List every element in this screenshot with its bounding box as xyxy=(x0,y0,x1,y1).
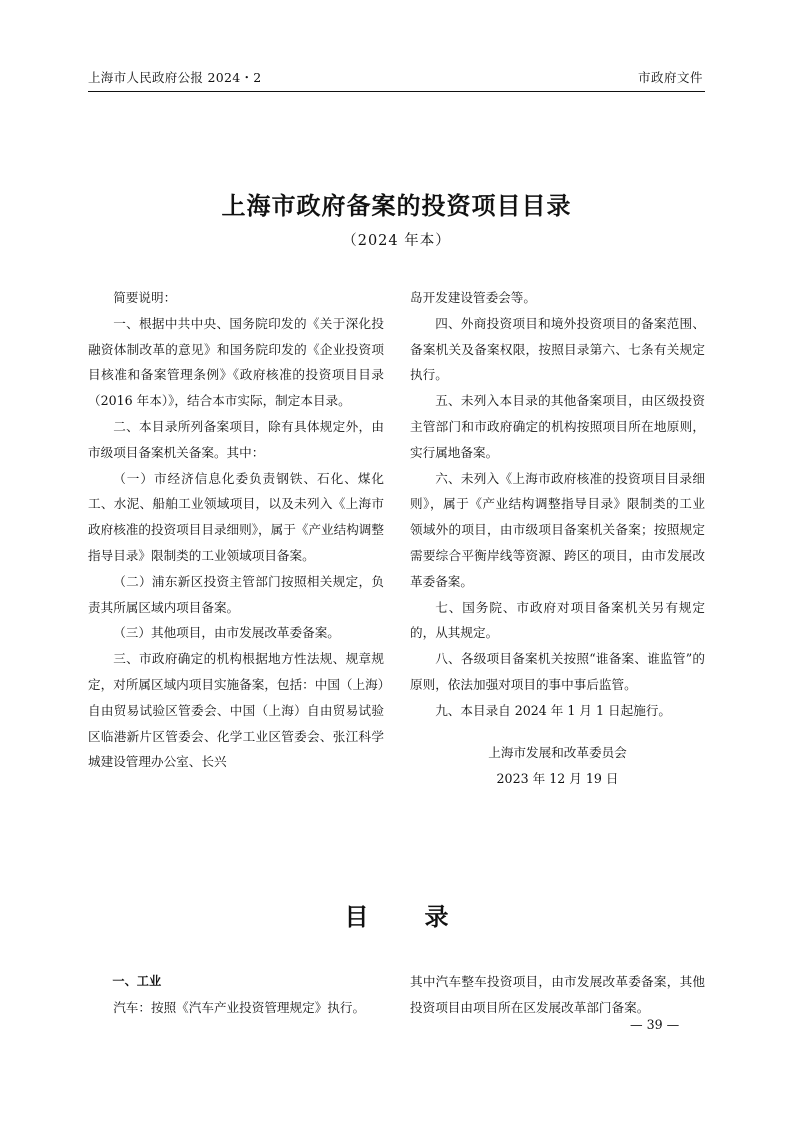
paragraph-2: 二、本目录所列备案项目，除有具体规定外，由市级项目备案机关备案。其中： xyxy=(88,418,384,460)
paragraph-intro: 简要说明： xyxy=(113,290,177,305)
toc-left-column xyxy=(88,969,384,1021)
document-title: 上海市政府备案的投资项目目录 xyxy=(221,191,572,220)
toc-title: 目录 xyxy=(344,902,505,931)
paragraph-1: 一、根据中共中央、国务院印发的《关于深化投融资体制改革的意见》和国务院印发的《企业投资项目核准和备案管理条例》《政府核准的投资项目目录（2016 年本）》，结合本市实际，制定本目录。 xyxy=(88,315,384,409)
paragraph-2-1: （一）市经济信息化委负责钢铁、石化、煤化工、水泥、船舶工业领域项目，以及未列入《上海市政府核准的投资项目目录细则》，属于《产业结构调整指导目录》限制类的工业领域项目备案。 xyxy=(88,470,384,563)
paragraph-7: 七、国务院、市政府对项目备案机关另有规定的，从其规定。 xyxy=(410,599,705,641)
paragraph-4: 四、外商投资项目和境外投资项目的备案范围、备案机关及备案权限，按照目录第六、七条有关规定执行。 xyxy=(410,315,705,383)
paragraph-2-2: （二）浦东新区投资主管部门按照相关规定，负责其所属区域内项目备案。 xyxy=(88,573,384,615)
header-section: 市政府文件 xyxy=(637,70,703,85)
toc-automobile-entry-continued: 其中汽车整车投资项目，由市发展改革委备案，其他投资项目由项目所在区发展改革部门备案。 xyxy=(410,974,705,1015)
paragraph-3-continued: 岛开发建设管委会等。 xyxy=(410,290,536,305)
paragraph-5: 五、未列入本目录的其他备案项目，由区级投资主管部门和市政府确定的机构按照项目所在地原则，实行属地备案。 xyxy=(410,393,705,460)
toc-right-column xyxy=(410,969,705,1021)
paragraph-2-3: （三）其他项目，由市发展改革委备案。 xyxy=(113,625,340,641)
paragraph-9: 九、本目录自 2024 年 1 月 1 日起施行。 xyxy=(435,702,672,718)
toc-automobile-entry: 汽车：按照《汽车产业投资管理规定》执行。 xyxy=(113,999,366,1015)
toc-section-heading: 一、工业 xyxy=(112,974,162,988)
right-column xyxy=(410,285,705,792)
header-publication: 上海市人民政府公报 2024・2 xyxy=(88,70,262,85)
signature-organization: 上海市发展和改革委员会 xyxy=(488,744,627,760)
left-column xyxy=(88,285,384,775)
document-subtitle: （2024 年本） xyxy=(342,233,451,249)
paragraph-3: 三、市政府确定的机构根据地方性法规、规章规定，对所属区域内项目实施备案，包括：中国（上海）自由贸易试验区管委会、中国（上海）自由贸易试验区临港新片区管委会、化学工业区管委会、张江科学城建设管理办公室、长兴 xyxy=(88,651,384,770)
signature-date: 2023 年 12 月 19 日 xyxy=(496,770,619,786)
header-divider xyxy=(88,91,705,92)
paragraph-8: 八、各级项目备案机关按照“谁备案、谁监管”的原则，依法加强对项目的事中事后监管。 xyxy=(410,651,705,692)
page-number: — 39 — xyxy=(630,1017,680,1032)
paragraph-6: 六、未列入《上海市政府核准的投资项目目录细则》，属于《产业结构调整指导目录》限制类的工业领域外的项目，由市级项目备案机关备案；按照规定需要综合平衡岸线等资源、跨区的项目，由市发展改革委备案。 xyxy=(410,470,705,589)
